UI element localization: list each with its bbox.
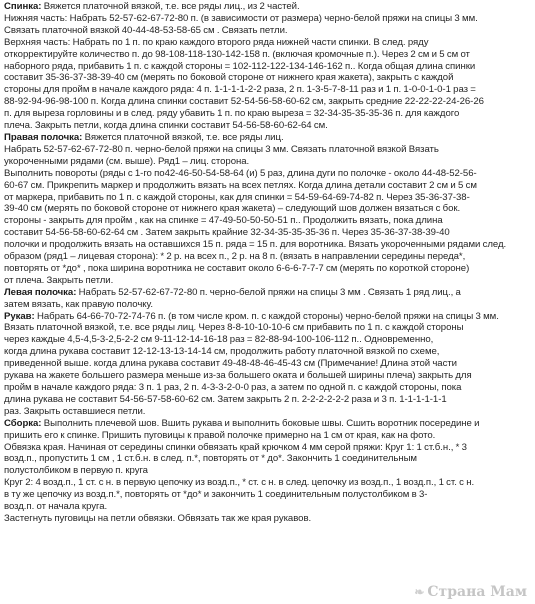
text-line	[4, 49, 533, 61]
line-text: Выполнить повороты (ряды с 1-го по42-46-50-54-58-64 (и) 5 раз, длина дуги по полочке - около 44-48-52-56-	[4, 167, 477, 179]
text-line	[4, 192, 533, 204]
pattern-text	[4, 1, 533, 525]
text-line	[4, 108, 533, 120]
line-text: Вяжется платочной вязкой, т.е. все ряды лиц., из 2 частей.	[41, 1, 300, 12]
line-text: Выполнить плечевой шов. Вшить рукава и выполнить боковые швы. Сшить воротник посередине и	[41, 417, 480, 429]
text-line	[4, 346, 533, 358]
line-text: в ту же цепочку из возд.п.*, повторять от *до* и закончить 1 соединительным полустолбиком в 3-	[4, 489, 428, 501]
line-text: когда длина рукава составит 12-12-13-13-14-14 см, продолжить работу платочной вязкой по схеме,	[4, 346, 440, 358]
text-line	[4, 215, 533, 227]
line-text: от маркера, прибавить по 1 п. с каждой стороны, как для спинки = 54-59-64-69-74-82 п. Через 35-36-37-38-	[4, 191, 470, 203]
section-heading: Правая полочка:	[4, 131, 83, 143]
text-line	[4, 489, 533, 501]
line-text: рукава на жакете большего размера меньше из-за большего оката и большей ширины плеча) закрыть для	[4, 370, 472, 382]
text-line	[4, 84, 533, 96]
watermark-label: Страна Мам	[427, 584, 527, 600]
line-text: возд.п., пропустить 1 см , 1 ст.б.н. в след. п.*, повторять от * до*. Закончить 1 соединительным	[4, 453, 417, 465]
line-text: Круг 2: 4 возд.п., 1 ст. с н. в первую цепочку из возд.п., * ст. с н. в след. цепочку из возд.п., 1 возд.п., 1 ст. с н.	[4, 477, 475, 489]
text-line	[4, 144, 533, 156]
text-line	[4, 287, 533, 299]
text-line	[4, 227, 533, 239]
site-watermark	[414, 584, 527, 600]
line-text: полочки и продолжить вязать на оставшихся 15 п. ряда = 15 п. для воротника. Вязать укороченными рядами след.	[4, 239, 507, 251]
text-line	[4, 203, 533, 215]
line-text: повторять от *до* , пока ширина воротника не составит около 6-6-6-7-7-7 см (мерять по короткой стороне)	[4, 262, 470, 274]
line-text: приведенной выше. когда длина рукава составит 49-48-48-46-45-43 см (Примечание! Длина этой части	[4, 358, 457, 370]
text-line	[4, 418, 533, 430]
text-line	[4, 263, 533, 275]
line-text: Вязать платочной вязкой, т.е. все ряды лиц. Через 8-8-10-10-10-6 см прибавить по 1 п. с каждой стороны	[4, 322, 464, 334]
text-line	[4, 299, 533, 311]
text-line	[4, 442, 533, 454]
line-text: длина рукава не составит 54-56-57-58-60-62 см. Затем закрыть 2 п. 2-2-2-2-2-2 раза и 3 п. 1-1-1-1-1-1	[4, 393, 447, 405]
text-line	[4, 120, 533, 132]
line-text: Застегнуть пуговицы на петли обвязки. Обвязать так же края рукавов.	[4, 512, 312, 524]
line-text: Набрать 52-57-62-67-72-80 п. черно-белой пряжи на спицы 3 мм . Связать 1 ряд лиц., а	[76, 286, 461, 298]
line-text: Вяжется платочной вязкой, т.е. все ряды лиц.	[82, 131, 284, 143]
line-text: откорректируйте количество п. до 98-108-118-130-142-158 п. (включая кромочные п.). Через 2 см и 5 см от	[4, 48, 470, 60]
text-line	[4, 311, 533, 323]
text-line	[4, 1, 533, 13]
section-heading: Спинка:	[4, 1, 42, 12]
line-text: пришить его к спинке. Пришить пуговицы к правой полочке примерно на 1 см от края, как на фото.	[4, 429, 436, 441]
section-heading: Рукав:	[4, 310, 35, 322]
text-line	[4, 465, 533, 477]
line-text: Связать платочной вязкой 40-44-48-53-58-65 см . Связать петли.	[4, 24, 288, 36]
text-line	[4, 168, 533, 180]
line-text: 39-40 см (мерять по боковой стороне от нижнего края жакета) – следующий шов должен вязаться с бок.	[4, 203, 461, 215]
line-text: п. для выреза горловины и в след. ряду убавить 1 п. по краю выреза = 32-34-35-35-35-36 п. для каждого	[4, 108, 460, 120]
text-line	[4, 25, 533, 37]
line-text: плеча. Закрыть петли, когда длина спинки составит 54-56-58-60-62-64 см.	[4, 120, 328, 132]
section-heading: Левая полочка:	[4, 286, 77, 298]
text-line	[4, 370, 533, 382]
text-line	[4, 132, 533, 144]
text-line	[4, 334, 533, 346]
line-text: Нижняя часть: Набрать 52-57-62-67-72-80 п. (в зависимости от размера) черно-белой пряжи на спицы 3 мм.	[4, 12, 478, 24]
line-text: раз. Закрыть оставшиеся петли.	[4, 405, 146, 417]
line-text: стороны - закрыть для пройм , как на спинке = 47-49-50-50-50-51 п.. Продолжить вязать, пока длина	[4, 215, 443, 227]
line-text: Обвязка края. Начиная от середины спинки обвязать край крючком 4 мм серой пряжи: Круг 1: 1 ст.б.н., * 3	[4, 441, 467, 453]
text-line	[4, 156, 533, 168]
text-line	[4, 72, 533, 84]
line-text: 60-67 см. Прикрепить маркер и продолжить вязать на всех петлях. Когда длина детали составит 2 см и 5 см	[4, 179, 477, 191]
line-text: образом (ряд1 – лицевая сторона): * 2 р. на всех п., 2 р. на 8 п. (вязать в направлении середины переда*,	[4, 251, 466, 263]
line-text: стороны для пройм в начале каждого ряда: 4 п. 1-1-1-1-2-2 раза, 2 п. 1-3-5-7-8-11 раз и 1 п. 1-0-0-1-0-1 раз =	[4, 84, 476, 96]
text-line	[4, 406, 533, 418]
text-line	[4, 513, 533, 525]
text-line	[4, 37, 533, 49]
text-line	[4, 239, 533, 251]
text-line	[4, 453, 533, 465]
text-line	[4, 322, 533, 334]
text-line	[4, 251, 533, 263]
line-text: возд.п. от начала круга.	[4, 501, 108, 513]
line-text: полустолбиком в первую п. круга	[4, 465, 148, 477]
line-text: составит 35-36-37-38-39-40 см (мерять по боковой стороне от нижнего края жакета), закрыть с каждой	[4, 72, 454, 84]
line-text: Верхняя часть: Набрать по 1 п. по краю каждого второго ряда нижней части спинки. В след. ряду	[4, 36, 429, 48]
line-text: от плеча. Закрыть петли.	[4, 274, 114, 286]
text-line	[4, 358, 533, 370]
line-text: составит 54-56-58-60-62-64 см . Затем закрыть крайние 32-34-35-35-35-36 п. Через 35-36-37-38-39-40	[4, 227, 450, 239]
text-line	[4, 430, 533, 442]
bird-icon: ❧	[414, 585, 425, 599]
line-text: Набрать 64-66-70-72-74-76 п. (в том числе кром. п. с каждой стороны) черно-белой пряжи на спицы 3 мм.	[34, 310, 499, 322]
section-heading: Сборка:	[4, 417, 42, 429]
text-line	[4, 275, 533, 287]
line-text: 88-92-94-96-98-100 п. Когда длина спинки составит 52-54-56-58-60-62 см, закрыть средние 22-22-22-24-26-26	[4, 96, 484, 108]
text-line	[4, 477, 533, 489]
text-line	[4, 394, 533, 406]
text-line	[4, 180, 533, 192]
line-text: затем вязать, как правую полочку.	[4, 298, 153, 310]
line-text: пройм в начале каждого ряда: 3 п. 1 раз, 2 п. 4-3-3-2-0-0 раз, а затем по одной п. с каждой стороны, пока	[4, 382, 462, 393]
line-text: через каждые 4,5-4,5-3-2,5-2-2 см 9-11-12-14-16-18 раз = 82-88-94-100-106-112 п.. Одновременно,	[4, 334, 434, 346]
text-line	[4, 96, 533, 108]
line-text: укороченными рядами (см. выше). Ряд1 – лиц. сторона.	[4, 155, 250, 167]
line-text: наборного ряда, прибавить 1 п. с каждой стороны = 102-112-122-134-146-162 п.. Когда общая длина спинки	[4, 60, 476, 72]
text-line	[4, 501, 533, 513]
text-line	[4, 13, 533, 25]
text-line	[4, 61, 533, 73]
text-line	[4, 382, 533, 394]
line-text: Набрать 52-57-62-67-72-80 п. черно-белой пряжи на спицы 3 мм. Связать платочной вязкой Вязать	[4, 143, 439, 155]
